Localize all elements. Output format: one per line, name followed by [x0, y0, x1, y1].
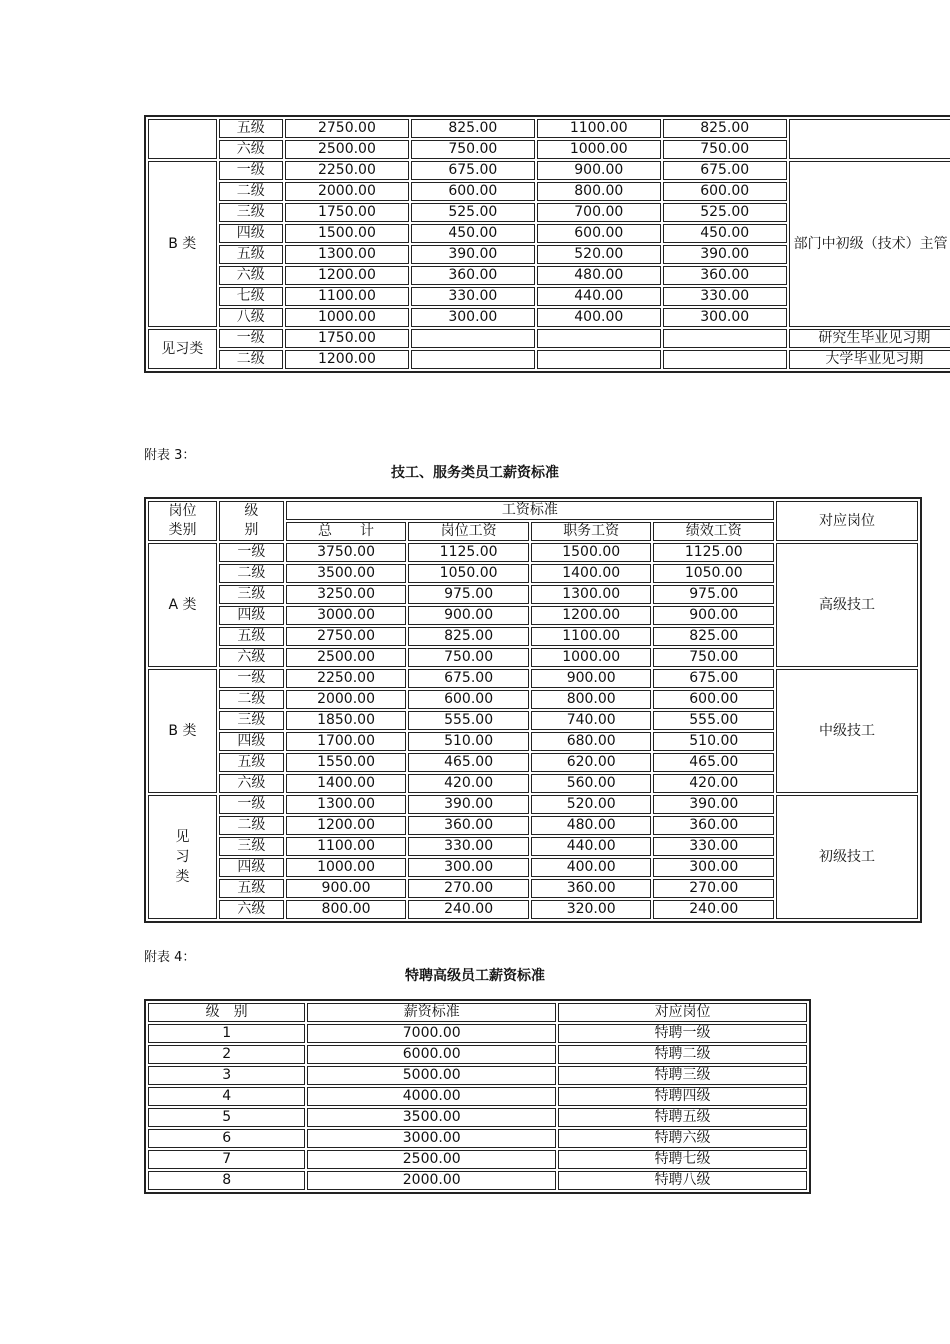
total-cell: 1200.00 [286, 816, 407, 835]
header-total: 总 计 [286, 522, 407, 541]
table-row [148, 669, 918, 688]
performance-wage-cell: 675.00 [663, 161, 787, 180]
position-cell: 特聘二级 [558, 1045, 807, 1064]
post-wage-cell: 600.00 [411, 182, 535, 201]
table-row [148, 329, 950, 348]
post-wage-cell [411, 329, 535, 348]
post-wage-cell: 525.00 [411, 203, 535, 222]
post-wage-cell: 360.00 [408, 816, 529, 835]
duty-wage-cell: 480.00 [531, 816, 652, 835]
performance-wage-cell [663, 350, 787, 369]
level-cell: 二级 [219, 350, 283, 369]
table-header-row [148, 501, 918, 520]
duty-wage-cell: 900.00 [531, 669, 652, 688]
duty-wage-cell: 1200.00 [531, 606, 652, 625]
performance-wage-cell: 825.00 [653, 627, 774, 646]
total-cell: 2500.00 [285, 140, 409, 159]
table-row [148, 543, 918, 562]
table-row [148, 1045, 807, 1064]
header-category [148, 501, 217, 541]
level-cell: 一级 [219, 329, 283, 348]
duty-wage-cell: 360.00 [531, 879, 652, 898]
position-cell: 特聘五级 [558, 1108, 807, 1127]
performance-wage-cell: 600.00 [663, 182, 787, 201]
post-wage-cell: 675.00 [411, 161, 535, 180]
performance-wage-cell: 675.00 [653, 669, 774, 688]
total-cell: 1700.00 [286, 732, 407, 751]
total-cell: 2250.00 [286, 669, 407, 688]
total-cell: 3250.00 [286, 585, 407, 604]
performance-wage-cell: 510.00 [653, 732, 774, 751]
performance-wage-cell: 330.00 [653, 837, 774, 856]
level-cell: 4 [148, 1087, 305, 1106]
level-cell: 六级 [219, 140, 283, 159]
level-cell: 六级 [219, 900, 284, 919]
post-wage-cell: 900.00 [408, 606, 529, 625]
position-cell: 中级技工 [776, 669, 918, 793]
position-cell: 特聘八级 [558, 1171, 807, 1190]
appendix-3-label: 附表 3： [144, 448, 196, 463]
level-cell: 一级 [219, 795, 284, 814]
performance-wage-cell: 420.00 [653, 774, 774, 793]
post-wage-cell [411, 350, 535, 369]
level-cell: 五级 [219, 753, 284, 772]
post-wage-cell: 750.00 [408, 648, 529, 667]
level-cell: 一级 [219, 543, 284, 562]
position-cell: 特聘六级 [558, 1129, 807, 1148]
position-cell: 初级技工 [776, 795, 918, 919]
post-wage-cell: 975.00 [408, 585, 529, 604]
performance-wage-cell: 465.00 [653, 753, 774, 772]
duty-wage-cell: 400.00 [537, 308, 661, 327]
header-post-wage: 岗位工资 [408, 522, 529, 541]
level-cell: 六级 [219, 648, 284, 667]
duty-wage-cell: 320.00 [531, 900, 652, 919]
category-cell: B 类 [148, 669, 217, 793]
level-cell: 二级 [219, 690, 284, 709]
level-cell: 五级 [219, 119, 283, 138]
level-cell: 3 [148, 1066, 305, 1085]
total-cell: 1300.00 [286, 795, 407, 814]
salary-cell: 2000.00 [307, 1171, 556, 1190]
total-cell: 900.00 [286, 879, 407, 898]
header-position: 对应岗位 [558, 1003, 807, 1022]
level-cell: 四级 [219, 224, 283, 243]
post-wage-cell: 330.00 [408, 837, 529, 856]
level-cell: 5 [148, 1108, 305, 1127]
level-cell: 1 [148, 1024, 305, 1043]
post-wage-cell: 390.00 [411, 245, 535, 264]
position-cell: 特聘七级 [558, 1150, 807, 1169]
level-cell: 三级 [219, 585, 284, 604]
total-cell: 2750.00 [286, 627, 407, 646]
performance-wage-cell: 270.00 [653, 879, 774, 898]
duty-wage-cell: 900.00 [537, 161, 661, 180]
table-row [148, 119, 950, 138]
salary-cell: 3500.00 [307, 1108, 556, 1127]
post-wage-cell: 675.00 [408, 669, 529, 688]
position-cell: 特聘三级 [558, 1066, 807, 1085]
header-position: 对应岗位 [776, 501, 918, 541]
category-char: 习 [175, 849, 190, 865]
post-wage-cell: 270.00 [408, 879, 529, 898]
duty-wage-cell: 740.00 [531, 711, 652, 730]
performance-wage-cell: 360.00 [663, 266, 787, 285]
salary-cell: 3000.00 [307, 1129, 556, 1148]
performance-wage-cell: 450.00 [663, 224, 787, 243]
senior-salary-table-body [148, 1024, 807, 1190]
level-cell: 四级 [219, 606, 284, 625]
post-wage-cell: 825.00 [408, 627, 529, 646]
salary-cell: 6000.00 [307, 1045, 556, 1064]
salary-cell: 4000.00 [307, 1087, 556, 1106]
total-cell: 1300.00 [285, 245, 409, 264]
salary-table-continued [144, 115, 950, 373]
duty-wage-cell: 600.00 [537, 224, 661, 243]
duty-wage-cell: 620.00 [531, 753, 652, 772]
table-row [148, 1150, 807, 1169]
technician-salary-table [144, 497, 922, 923]
header-level-line2: 别 [244, 522, 259, 538]
table-row [148, 1108, 807, 1127]
performance-wage-cell: 555.00 [653, 711, 774, 730]
level-cell: 七级 [219, 287, 283, 306]
performance-wage-cell: 975.00 [653, 585, 774, 604]
level-cell: 7 [148, 1150, 305, 1169]
duty-wage-cell [537, 329, 661, 348]
performance-wage-cell: 1050.00 [653, 564, 774, 583]
duty-wage-cell: 700.00 [537, 203, 661, 222]
total-cell: 1850.00 [286, 711, 407, 730]
header-category-line1: 岗位 [168, 503, 197, 519]
total-cell: 1200.00 [285, 266, 409, 285]
duty-wage-cell: 440.00 [531, 837, 652, 856]
duty-wage-cell: 1000.00 [537, 140, 661, 159]
duty-wage-cell: 560.00 [531, 774, 652, 793]
performance-wage-cell: 390.00 [663, 245, 787, 264]
appendix-4-title: 特聘高级员工薪资标准 [405, 968, 545, 984]
level-cell: 8 [148, 1171, 305, 1190]
salary-cell: 7000.00 [307, 1024, 556, 1043]
position-cell: 研究生毕业见习期 [789, 329, 950, 348]
category-cell: A 类 [148, 543, 217, 667]
total-cell: 1400.00 [286, 774, 407, 793]
header-level-line1: 级 [244, 503, 259, 519]
post-wage-cell: 555.00 [408, 711, 529, 730]
total-cell: 1750.00 [285, 329, 409, 348]
position-cell: 特聘四级 [558, 1087, 807, 1106]
level-cell: 二级 [219, 182, 283, 201]
table-row [148, 795, 918, 814]
post-wage-cell: 510.00 [408, 732, 529, 751]
total-cell: 2750.00 [285, 119, 409, 138]
level-cell: 二级 [219, 564, 284, 583]
technician-salary-table-body [148, 543, 918, 919]
performance-wage-cell: 240.00 [653, 900, 774, 919]
duty-wage-cell: 440.00 [537, 287, 661, 306]
salary-table-continued-body [148, 119, 950, 369]
total-cell: 2000.00 [286, 690, 407, 709]
total-cell: 800.00 [286, 900, 407, 919]
level-cell: 六级 [219, 774, 284, 793]
total-cell: 2500.00 [286, 648, 407, 667]
level-cell: 五级 [219, 627, 284, 646]
performance-wage-cell: 1125.00 [653, 543, 774, 562]
level-cell: 四级 [219, 858, 284, 877]
total-cell: 1500.00 [285, 224, 409, 243]
header-wage-standard: 工资标准 [286, 501, 774, 520]
total-cell: 1000.00 [286, 858, 407, 877]
level-cell: 六级 [219, 266, 283, 285]
post-wage-cell: 750.00 [411, 140, 535, 159]
total-cell: 1100.00 [286, 837, 407, 856]
salary-cell: 5000.00 [307, 1066, 556, 1085]
performance-wage-cell: 525.00 [663, 203, 787, 222]
header-level [219, 501, 284, 541]
performance-wage-cell: 300.00 [653, 858, 774, 877]
category-char: 类 [175, 869, 190, 885]
duty-wage-cell: 400.00 [531, 858, 652, 877]
header-salary-standard: 薪资标准 [307, 1003, 556, 1022]
duty-wage-cell: 800.00 [531, 690, 652, 709]
table-row [148, 1087, 807, 1106]
performance-wage-cell: 330.00 [663, 287, 787, 306]
level-cell: 三级 [219, 711, 284, 730]
category-cell: 见习类 [148, 329, 217, 369]
performance-wage-cell: 750.00 [653, 648, 774, 667]
header-performance-wage: 绩效工资 [653, 522, 774, 541]
post-wage-cell: 300.00 [408, 858, 529, 877]
duty-wage-cell: 1000.00 [531, 648, 652, 667]
duty-wage-cell: 1100.00 [537, 119, 661, 138]
level-cell: 二级 [219, 816, 284, 835]
duty-wage-cell: 1400.00 [531, 564, 652, 583]
header-level: 级 别 [148, 1003, 305, 1022]
total-cell: 1100.00 [285, 287, 409, 306]
level-cell: 八级 [219, 308, 283, 327]
level-cell: 三级 [219, 837, 284, 856]
post-wage-cell: 390.00 [408, 795, 529, 814]
category-char: 见 [175, 829, 190, 845]
level-cell: 一级 [219, 161, 283, 180]
performance-wage-cell: 300.00 [663, 308, 787, 327]
post-wage-cell: 1125.00 [408, 543, 529, 562]
performance-wage-cell: 825.00 [663, 119, 787, 138]
salary-cell: 2500.00 [307, 1150, 556, 1169]
level-cell: 五级 [219, 245, 283, 264]
performance-wage-cell: 900.00 [653, 606, 774, 625]
total-cell: 3500.00 [286, 564, 407, 583]
post-wage-cell: 330.00 [411, 287, 535, 306]
total-cell: 1000.00 [285, 308, 409, 327]
senior-salary-table [144, 999, 811, 1194]
duty-wage-cell: 1500.00 [531, 543, 652, 562]
level-cell: 一级 [219, 669, 284, 688]
table-row [148, 161, 950, 180]
performance-wage-cell: 600.00 [653, 690, 774, 709]
duty-wage-cell: 520.00 [531, 795, 652, 814]
table-header-row [148, 1003, 807, 1022]
total-cell: 2000.00 [285, 182, 409, 201]
table-row [148, 1171, 807, 1190]
total-cell: 1550.00 [286, 753, 407, 772]
duty-wage-cell: 680.00 [531, 732, 652, 751]
table-row [148, 1024, 807, 1043]
level-cell: 6 [148, 1129, 305, 1148]
post-wage-cell: 1050.00 [408, 564, 529, 583]
post-wage-cell: 420.00 [408, 774, 529, 793]
category-cell [148, 795, 217, 919]
performance-wage-cell: 390.00 [653, 795, 774, 814]
level-cell: 2 [148, 1045, 305, 1064]
appendix-3-title: 技工、服务类员工薪资标准 [391, 465, 559, 481]
total-cell: 2250.00 [285, 161, 409, 180]
post-wage-cell: 300.00 [411, 308, 535, 327]
post-wage-cell: 240.00 [408, 900, 529, 919]
level-cell: 三级 [219, 203, 283, 222]
table-row [148, 350, 950, 369]
category-cell: B 类 [148, 161, 217, 327]
position-cell: 部门中初级（技术）主管 [789, 161, 950, 327]
post-wage-cell: 600.00 [408, 690, 529, 709]
position-cell: 高级技工 [776, 543, 918, 667]
table-row [148, 1066, 807, 1085]
duty-wage-cell [537, 350, 661, 369]
duty-wage-cell: 1100.00 [531, 627, 652, 646]
total-cell: 1200.00 [285, 350, 409, 369]
appendix-4-label: 附表 4： [144, 950, 196, 965]
total-cell: 3000.00 [286, 606, 407, 625]
performance-wage-cell: 750.00 [663, 140, 787, 159]
category-cell [148, 119, 217, 159]
position-cell: 特聘一级 [558, 1024, 807, 1043]
duty-wage-cell: 800.00 [537, 182, 661, 201]
table-row [148, 1129, 807, 1148]
duty-wage-cell: 480.00 [537, 266, 661, 285]
header-category-line2: 类别 [168, 522, 197, 538]
post-wage-cell: 465.00 [408, 753, 529, 772]
performance-wage-cell [663, 329, 787, 348]
post-wage-cell: 450.00 [411, 224, 535, 243]
duty-wage-cell: 520.00 [537, 245, 661, 264]
level-cell: 五级 [219, 879, 284, 898]
header-duty-wage: 职务工资 [531, 522, 652, 541]
total-cell: 3750.00 [286, 543, 407, 562]
post-wage-cell: 825.00 [411, 119, 535, 138]
total-cell: 1750.00 [285, 203, 409, 222]
position-cell: 大学毕业见习期 [789, 350, 950, 369]
performance-wage-cell: 360.00 [653, 816, 774, 835]
duty-wage-cell: 1300.00 [531, 585, 652, 604]
post-wage-cell: 360.00 [411, 266, 535, 285]
position-cell [789, 119, 950, 159]
level-cell: 四级 [219, 732, 284, 751]
